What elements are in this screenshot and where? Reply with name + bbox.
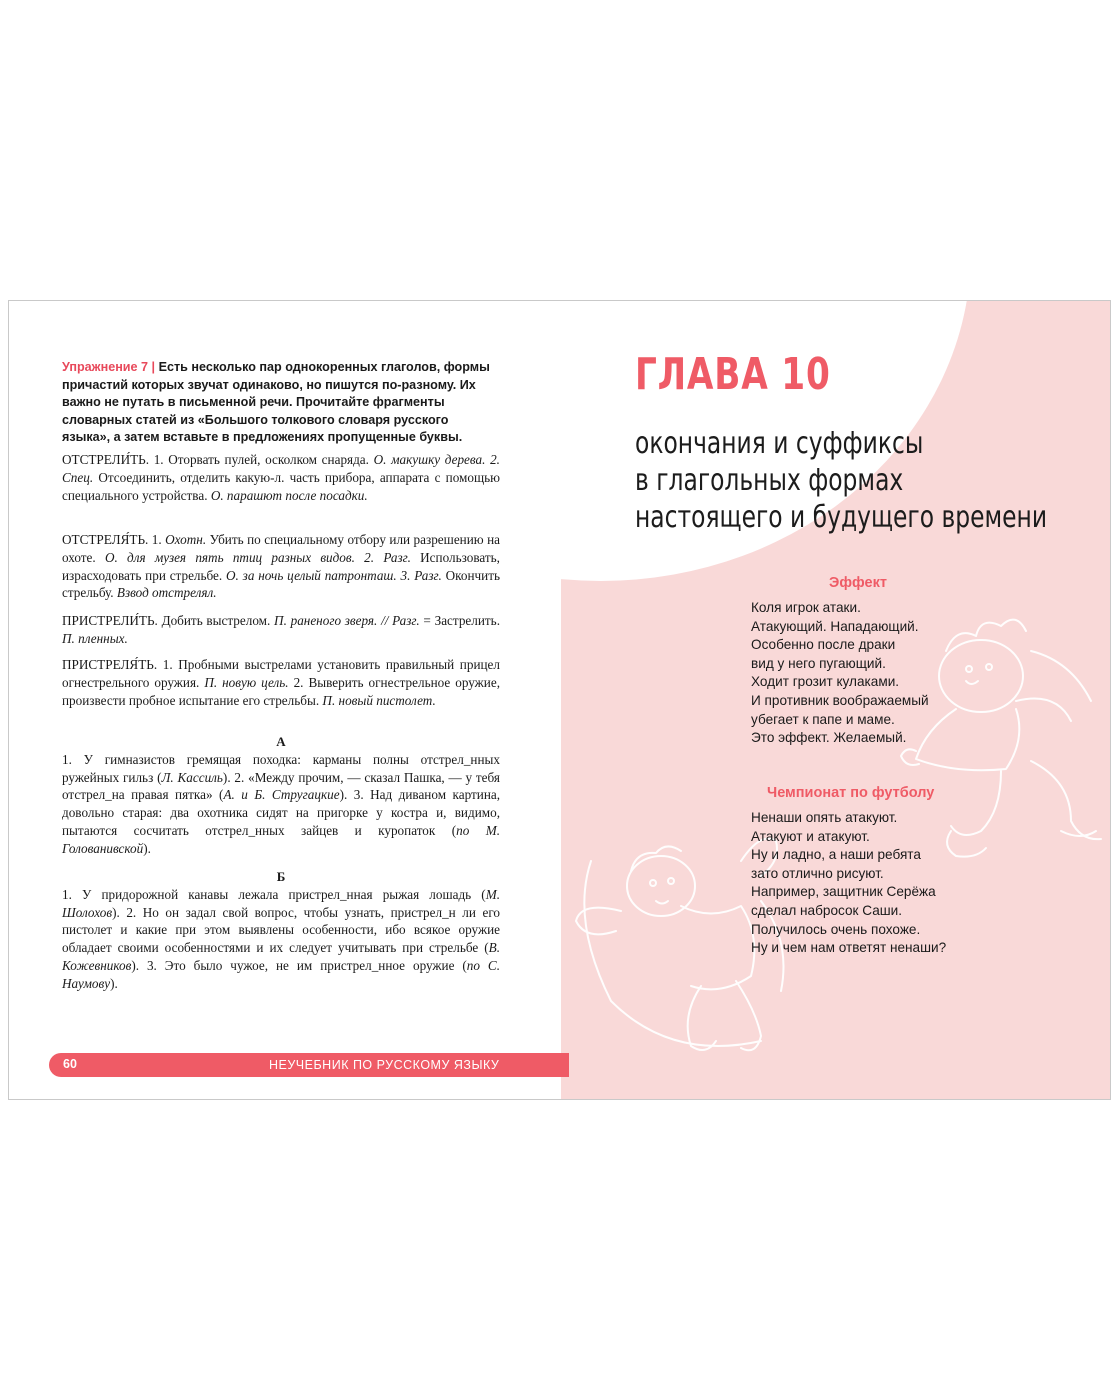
poem-title-effect: Эффект [829,575,887,591]
dictionary-entry: ПРИСТРЕЛЯ́ТЬ. 1. Пробными выстрелами установить правильный прицел огнестрельного оружия. П. новую цель. 2. Выверить огнестрельное оружие, произвести пробное испытание его стрельбы. П. новый пистолет. [62,657,500,708]
page-number: 60 [63,1057,77,1071]
poem-title-championship: Чемпионат по футболу [767,785,935,801]
poem-effect: Коля игрок атаки. Атакующий. Нападающий. Особенно после драки вид у него пугающий. Ходит грозит кулаками. И противник воображаемый убегает к папе и маме. Это эффект. Желаемый. [751,600,929,746]
dictionary-entry: ПРИСТРЕЛИ́ТЬ. Добить выстрелом. П. раненого зверя. // Разг. = Застрелить. П. пленных. [62,613,500,646]
exercise-label: Упражнение 7 | [62,360,156,374]
running-title: НЕУЧЕБНИК ПО РУССКОМУ ЯЗЫКУ [269,1058,500,1072]
section-a-title: А [276,734,286,749]
chapter-number: ГЛАВА 10 [635,349,831,400]
section-a: А 1. У гимназистов гремящая походка: карманы полны отстрел_нных ружейных гильз (Л. Кассиль). 2. «Между прочим, — сказал Пашка, — у тебя отстрел_на правая пятка» (А. и Б. Стругацкие). 3. Над диваном картина, довольно старая: два охотника сидят на пригорке у костра и, видимо, пытаются сосчитать отстрел_нных зайцев и куропаток (по М. Голованивской). [62,734,501,856]
right-page [561,301,1111,1099]
dictionary-entry: ОТСТРЕЛЯ́ТЬ. 1. Охотн. Убить по специальному отбору или разрешению на охоте. О. для музея пять птиц разных видов. 2. Разг. Использовать, израсходовать при стрельбе. О. за ночь целый патронташ. 3. Разг. Окончить стрельбу. Взвод отстрелял. [62,532,501,601]
poem-championship: Ненаши опять атакуют. Атакуют и атакуют. Ну и ладно, а наши ребята зато отлично рисуют. Например, защитник Серёжа сделал набросок Саши. Получилось очень похоже. Ну и чем нам ответят ненаши? [751,810,947,956]
section-b: Б 1. У придорожной канавы лежала пристрел_нная рыжая лошадь (М. Шолохов). 2. Но он задал свой вопрос, чтобы узнать, пристрел_н ли его пистолет и какие при этом выявлены особенности, ибо всякое оружие обладает своими особенностями и их следует учитывать при стрельбе (В. Кожевников). 3. Это было чужое, не им пристрел_нное оружие (по С. Наумову). [62,869,500,991]
exercise-text: Есть несколько пар однокоренных глаголов, формы причастий которых звучат одинаково, но пишутся по-разному. Их важно не путать в письменной речи. Прочитайте фрагменты словарных статей из «Большого толкового словаря русского языка», а затем вставьте в предложениях пропущенные буквы. [62,360,490,445]
book-spread [8,300,1111,1100]
section-b-title: Б [276,869,286,884]
exercise-intro [62,359,500,447]
chapter-title: окончания и суффиксы в глагольных формах настоящего и будущего времени [635,426,1048,535]
dictionary-entry: ОТСТРЕЛИ́ТЬ. 1. Оторвать пулей, осколком снаряда. О. макушку дерева. 2. Спец. Отсоединить, отделить какую-л. часть прибора, аппарата с помощью специального устройства. О. парашют после посадки. [62,452,500,503]
footer-bar [49,1053,569,1077]
left-page [9,301,561,1099]
